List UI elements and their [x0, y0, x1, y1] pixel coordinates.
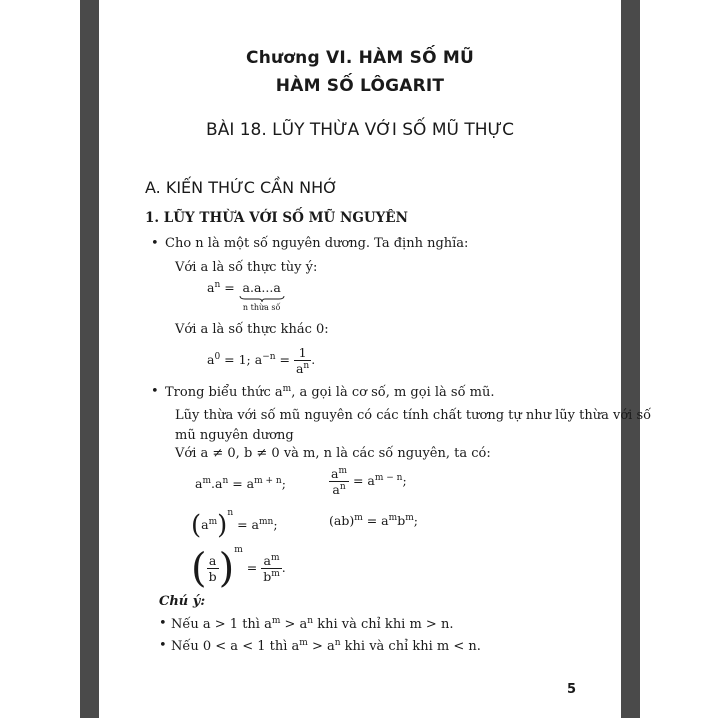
base-exponent-text: Trong biểu thức $a^m$, a gọi là cơ số, m gọi là số mũ.: [165, 384, 495, 400]
lesson-title: BÀI 18. LŨY THỪA VỚI SỐ MŨ THỰC: [206, 120, 514, 140]
book-edge-right: [621, 0, 640, 718]
real-any-text: Với a là số thực tùy ý:: [175, 260, 318, 275]
note-item-2: Nếu 0 < a < 1 thì $a^m > a^n$ khi và chỉ khi m < n.: [171, 638, 481, 654]
bullet-icon: •: [151, 384, 159, 399]
note-title: Chú ý:: [159, 594, 206, 609]
subsection-heading: 1. LŨY THỪA VỚI SỐ MŨ NGUYÊN: [145, 210, 408, 226]
document-page: [99, 0, 652, 718]
underbrace-icon: [239, 295, 285, 303]
page-number: 5: [567, 682, 577, 697]
paragraph-line1: Lũy thừa với số mũ nguyên có các tính chất tương tự như lũy thừa với số: [175, 408, 652, 423]
bullet-icon: •: [159, 616, 167, 631]
property-product: $a^m.a^n = a^{m + n}$;: [195, 476, 286, 491]
property-power-of-power: $(a^m)^n = a^{mn}$;: [191, 508, 278, 541]
bullet-icon: •: [151, 236, 159, 251]
property-quotient: $\frac{a^m}{a^n}$ = $a^{m - n}$;: [331, 466, 407, 497]
section-heading: A. KIẾN THỨC CẦN NHỚ: [145, 178, 338, 197]
book-spine-left: [80, 0, 99, 718]
bullet-icon: •: [159, 638, 167, 653]
property-product-power: $(ab)^m = a^mb^m$;: [329, 513, 418, 528]
definition-text: Cho n là một số nguyên dương. Ta định nghĩa:: [165, 236, 469, 251]
note-item-1: Nếu a > 1 thì $a^m > a^n$ khi và chỉ khi m > n.: [171, 616, 454, 632]
formula-an: $a^n$ = a.a...a n thừa số: [207, 280, 285, 312]
chapter-title-line2: HÀM SỐ LÔGARIT: [275, 76, 445, 96]
formula-zero-negative: $a^0 = 1$; $a^{-n}$ = $\frac{1}{a^n}$ .: [207, 345, 316, 376]
real-nonzero-text: Với a là số thực khác 0:: [175, 322, 329, 337]
conditions-text: Với a ≠ 0, b ≠ 0 và m, n là các số nguyên, ta có:: [175, 446, 491, 461]
chapter-title-line1: Chương VI. HÀM SỐ MŨ: [246, 48, 474, 68]
paragraph-line2: mũ nguyên dương: [175, 428, 294, 443]
property-quotient-power: ( $\frac{a}{b}$ )$^m$ = $\frac{a^m}{b^m}$ .: [191, 545, 286, 592]
